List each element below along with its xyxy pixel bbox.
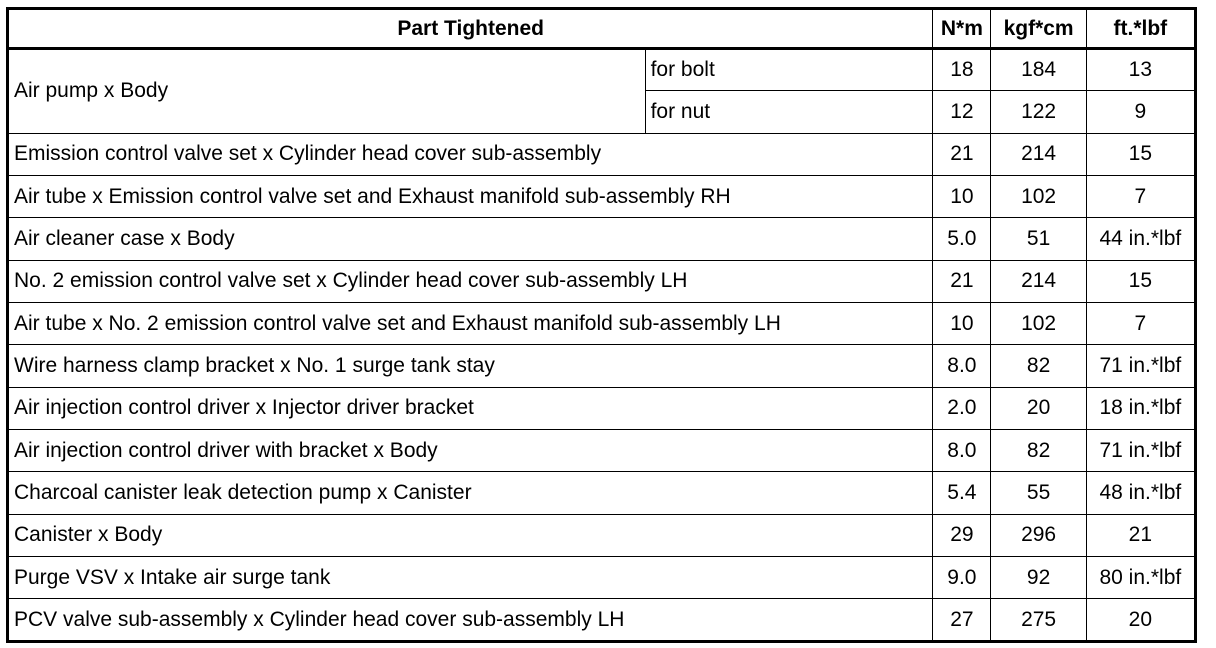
part-name: PCV valve sub-assembly x Cylinder head cover sub-assembly LH [8, 599, 933, 642]
value-kgfcm: 82 [991, 430, 1086, 472]
value-kgfcm: 184 [991, 49, 1086, 91]
value-ftlbf: 9 [1086, 91, 1195, 133]
part-name: Wire harness clamp bracket x No. 1 surge tank stay [8, 345, 933, 387]
part-name: Air tube x Emission control valve set and Exhaust manifold sub-assembly RH [8, 176, 933, 218]
table-row [8, 133, 1196, 175]
value-ftlbf: 13 [1086, 49, 1195, 91]
value-nm: 29 [933, 514, 991, 556]
value-nm: 12 [933, 91, 991, 133]
value-nm: 8.0 [933, 345, 991, 387]
value-ftlbf: 18 in.*lbf [1086, 387, 1195, 429]
table-row [8, 472, 1196, 514]
value-ftlbf: 15 [1086, 260, 1195, 302]
table-row [8, 176, 1196, 218]
value-ftlbf: 21 [1086, 514, 1195, 556]
value-kgfcm: 275 [991, 599, 1086, 642]
torque-spec-table [6, 7, 1197, 643]
table-row [8, 387, 1196, 429]
sub-part-label: for bolt [645, 49, 933, 91]
part-name: Air cleaner case x Body [8, 218, 933, 260]
table-row [8, 345, 1196, 387]
value-kgfcm: 214 [991, 133, 1086, 175]
value-ftlbf: 20 [1086, 599, 1195, 642]
sub-part-label: for nut [645, 91, 933, 133]
value-kgfcm: 214 [991, 260, 1086, 302]
table-row [8, 303, 1196, 345]
header-part-tightened: Part Tightened [8, 9, 933, 49]
header-kgfcm: kgf*cm [991, 9, 1086, 49]
value-ftlbf: 71 in.*lbf [1086, 430, 1195, 472]
part-name: Charcoal canister leak detection pump x Canister [8, 472, 933, 514]
value-ftlbf: 80 in.*lbf [1086, 557, 1195, 599]
value-ftlbf: 7 [1086, 176, 1195, 218]
table-row [8, 218, 1196, 260]
part-name: Air injection control driver with bracket x Body [8, 430, 933, 472]
value-kgfcm: 296 [991, 514, 1086, 556]
part-name: Air pump x Body [8, 49, 646, 134]
table-row [8, 430, 1196, 472]
part-name: No. 2 emission control valve set x Cylinder head cover sub-assembly LH [8, 260, 933, 302]
value-nm: 10 [933, 176, 991, 218]
value-nm: 21 [933, 260, 991, 302]
part-name: Emission control valve set x Cylinder head cover sub-assembly [8, 133, 933, 175]
value-ftlbf: 71 in.*lbf [1086, 345, 1195, 387]
value-ftlbf: 7 [1086, 303, 1195, 345]
header-nm: N*m [933, 9, 991, 49]
part-name: Air injection control driver x Injector driver bracket [8, 387, 933, 429]
value-ftlbf: 15 [1086, 133, 1195, 175]
value-nm: 9.0 [933, 557, 991, 599]
table-row [8, 599, 1196, 642]
value-nm: 8.0 [933, 430, 991, 472]
value-kgfcm: 55 [991, 472, 1086, 514]
value-ftlbf: 48 in.*lbf [1086, 472, 1195, 514]
part-name: Air tube x No. 2 emission control valve set and Exhaust manifold sub-assembly LH [8, 303, 933, 345]
header-row [8, 9, 1196, 49]
table-row [8, 49, 1196, 91]
value-nm: 18 [933, 49, 991, 91]
value-nm: 5.0 [933, 218, 991, 260]
table-row [8, 260, 1196, 302]
value-nm: 5.4 [933, 472, 991, 514]
table-row [8, 514, 1196, 556]
value-nm: 10 [933, 303, 991, 345]
part-name: Purge VSV x Intake air surge tank [8, 557, 933, 599]
value-kgfcm: 102 [991, 176, 1086, 218]
value-nm: 21 [933, 133, 991, 175]
table-row [8, 557, 1196, 599]
value-nm: 2.0 [933, 387, 991, 429]
value-kgfcm: 82 [991, 345, 1086, 387]
value-nm: 27 [933, 599, 991, 642]
value-kgfcm: 92 [991, 557, 1086, 599]
header-ftlbf: ft.*lbf [1086, 9, 1195, 49]
value-ftlbf: 44 in.*lbf [1086, 218, 1195, 260]
value-kgfcm: 51 [991, 218, 1086, 260]
value-kgfcm: 20 [991, 387, 1086, 429]
value-kgfcm: 122 [991, 91, 1086, 133]
value-kgfcm: 102 [991, 303, 1086, 345]
part-name: Canister x Body [8, 514, 933, 556]
